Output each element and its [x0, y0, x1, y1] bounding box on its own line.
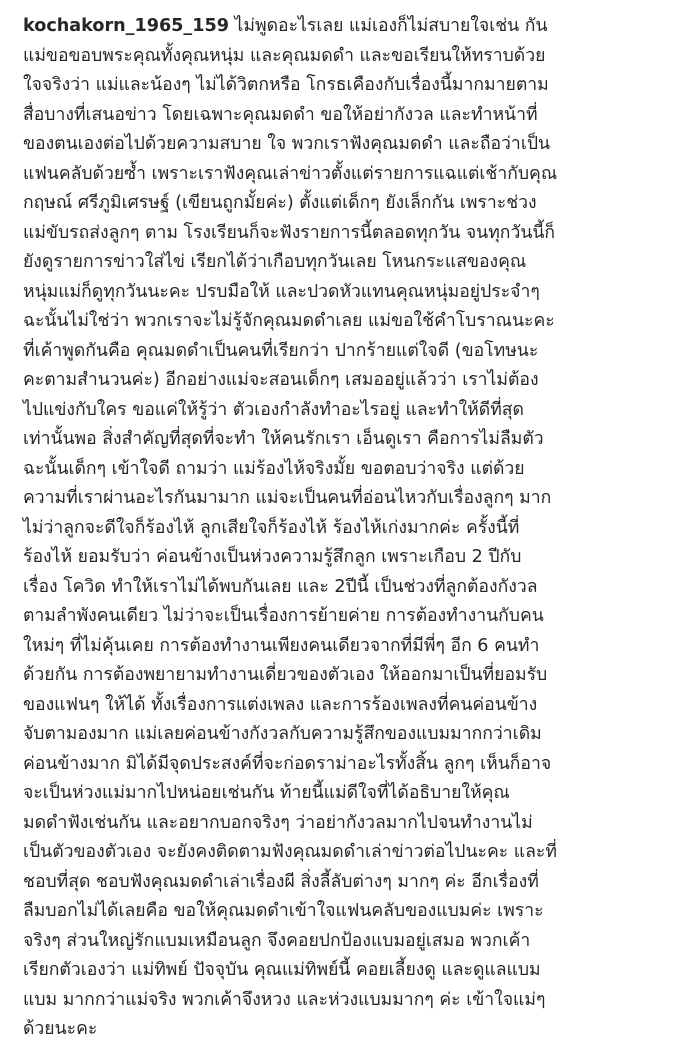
caption-line: ด้วยนะคะ: [23, 1019, 98, 1039]
caption-line: ไม่ว่าลูกจะดีใจก็ร้องไห้ ลูกเสียใจก็ร้องไห้ ร้องไห้เก่งมากค่ะ ครั้งนี้ที่: [23, 517, 520, 538]
caption-line: ลืมบอกไม่ได้เลยคือ ขอให้คุณมดดำเข้าใจแฟนคลับของแบมค่ะ เพราะ: [23, 901, 544, 921]
caption-line: ค่อนข้างมาก มิได้มีจุดประสงค์ที่จะก่อดราม่าอะไรทั้งสิ้น ลูกๆ เห็นก็อาจ: [23, 753, 552, 774]
caption-line: จับตามองมาก แม่เลยค่อนข้างกังวลกับความรู้สึกของแบมมากกว่าเดิม: [23, 724, 542, 744]
username-link[interactable]: kochakorn_1965_159: [23, 16, 229, 36]
caption-line: ยังดูรายการข่าวใส่ไข่ เรียกได้ว่าเกือบทุกวันเลย โหนกระแสของคุณ: [23, 252, 527, 272]
caption-line: กฤษณ์ ศรีภูมิเศรษฐ์ (เขียนถูกมั้ยค่ะ) ตั้งแต่เด็กๆ ยังเล็กกัน เพราะช่วง: [23, 193, 537, 213]
caption-line: สื่อบางที่เสนอข่าว โดยเฉพาะคุณมดดำ ขอให้อย่ากังวล และทำหน้าที่: [23, 104, 538, 125]
caption-line: แบม มากกว่าแม่จริง พวกเค้าจึงหวง และห่วงแบมมากๆ ค่ะ เข้าใจแม่ๆ: [23, 989, 546, 1010]
caption-line: ที่เค้าพูดกันคือ คุณมดดำเป็นคนที่เรียกว่า ปากร้ายแต่ใจดี (ขอโทษนะ: [23, 340, 539, 361]
caption-line: จริงๆ ส่วนใหญ่รักแบมเหมือนลูก จึงคอยปกป้องแบมอยู่เสมอ พวกเค้า: [23, 930, 531, 951]
caption-line: แม่ขับรถส่งลูกๆ ตาม โรงเรียนก็จะฟังรายการนี้ตลอดทุกวัน จนทุกวันนี้ก็: [23, 222, 556, 243]
caption-line: เรียกตัวเองว่า แม่ทิพย์ ปัจจุบัน คุณแม่ทิพย์นี้ คอยเลี้ยงดู และดูแลแบม: [23, 960, 541, 980]
caption-line: ความที่เราผ่านอะไรกันมามาก แม่จะเป็นคนที่อ่อนไหวกับเรื่องลูกๆ มาก: [23, 488, 552, 508]
caption-line: มดดำฟังเช่นกัน และอยากบอกจริงๆ ว่าอย่ากังวลมากไปจนทำงานไม่: [23, 812, 533, 833]
caption-line: แฟนคลับด้วยซ้ำ เพราะเราฟังคุณเล่าข่าวตั้งแต่รายการแฉแต่เช้ากับคุณ: [23, 163, 558, 184]
caption-line: เป็นตัวของตัวเอง จะยังคงติดตามฟังคุณมดดำเล่าข่าวต่อไปนะคะ และที่: [23, 842, 557, 862]
caption-line: ชอบที่สุด ชอบฟังคุณมดดำเล่าเรื่องผี สิ่งลี้ลับต่างๆ มากๆ ค่ะ อีกเรื่องที่: [23, 871, 539, 892]
caption-line: ฉะนั้นไม่ใช่ว่า พวกเราจะไม่รู้จักคุณมดดำเลย แม่ขอใช้คำโบราณนะคะ: [23, 311, 555, 331]
caption-line: ร้องไห้ ยอมรับว่า ค่อนข้างเป็นห่วงความรู้สึกลูก เพราะเกือบ 2 ปีกับ: [23, 547, 522, 567]
post-caption: [23, 12, 668, 1045]
caption-line: ของแฟนๆ ให้ได้ ทั้งเรื่องการแต่งเพลง และการร้องเพลงที่คนค่อนข้าง: [23, 694, 538, 715]
caption-line: ใจจริงว่า แม่และน้องๆ ไม่ได้วิตกหรือ โกรธเคืองกับเรื่องนี้มากมายตาม: [23, 75, 549, 95]
caption-line: จะเป็นห่วงแม่มากไปหน่อยเช่นกัน ท้ายนี้แม่ดีใจที่ได้อธิบายให้คุณ: [23, 783, 510, 803]
caption-line: คะตามสำนวนค่ะ) อีกอย่างแม่จะสอนเด็กๆ เสมออยู่แล้วว่า เราไม่ต้อง: [23, 370, 539, 390]
caption-line: ด้วยกัน การต้องพยายามทำงานเดี่ยวของตัวเอง ให้ออกมาเป็นที่ยอมรับ: [23, 665, 548, 685]
caption-line: เท่านั้นพอ สิ่งสำคัญที่สุดที่จะทำ ให้คนรักเรา เอ็นดูเรา คือการไม่ลืมตัว: [23, 429, 544, 449]
caption-line: แม่ขอขอบพระคุณทั้งคุณหนุ่ม และคุณมดดำ และขอเรียนให้ทราบด้วย: [23, 45, 546, 66]
caption-line: ตามลำพังคนเดียว ไม่ว่าจะเป็นเรื่องการย้ายค่าย การต้องทำงานกับคน: [23, 606, 544, 626]
caption-line: หนุ่มแม่ก็ดูทุกวันนะคะ ปรบมือให้ และปวดหัวแทนคุณหนุ่มอยู่ประจำๆ: [23, 281, 540, 302]
caption-line: ไปแข่งกับใคร ขอแค่ให้รู้ว่า ตัวเองกำลังทำอะไรอยู่ และทำให้ดีที่สุด: [23, 399, 524, 420]
caption-line-first: [23, 12, 668, 42]
caption-line: ของตนเองต่อไปด้วยความสบาย ใจ พวกเราฟังคุณมดดำ และถือว่าเป็น: [23, 134, 551, 154]
caption-line: ใหม่ๆ ที่ไม่คุ้นเคย การต้องทำงานเพียงคนเดียวจากที่มีพี่ๆ อีก 6 คนทำ: [23, 635, 540, 656]
caption-line: ฉะนั้นเด็กๆ เข้าใจดี ถามว่า แม่ร้องไห้จริงมั้ย ขอตอบว่าจริง แต่ด้วย: [23, 458, 525, 479]
caption-line: เรื่อง โควิด ทำให้เราไม่ได้พบกันเลย และ 2ปีนี้ เป็นช่วงที่ลูกต้องกังวล: [23, 576, 538, 597]
caption-first-line-text: ไม่พูดอะไรเลย แม่เองก็ไม่สบายใจเช่น กัน: [228, 16, 548, 36]
